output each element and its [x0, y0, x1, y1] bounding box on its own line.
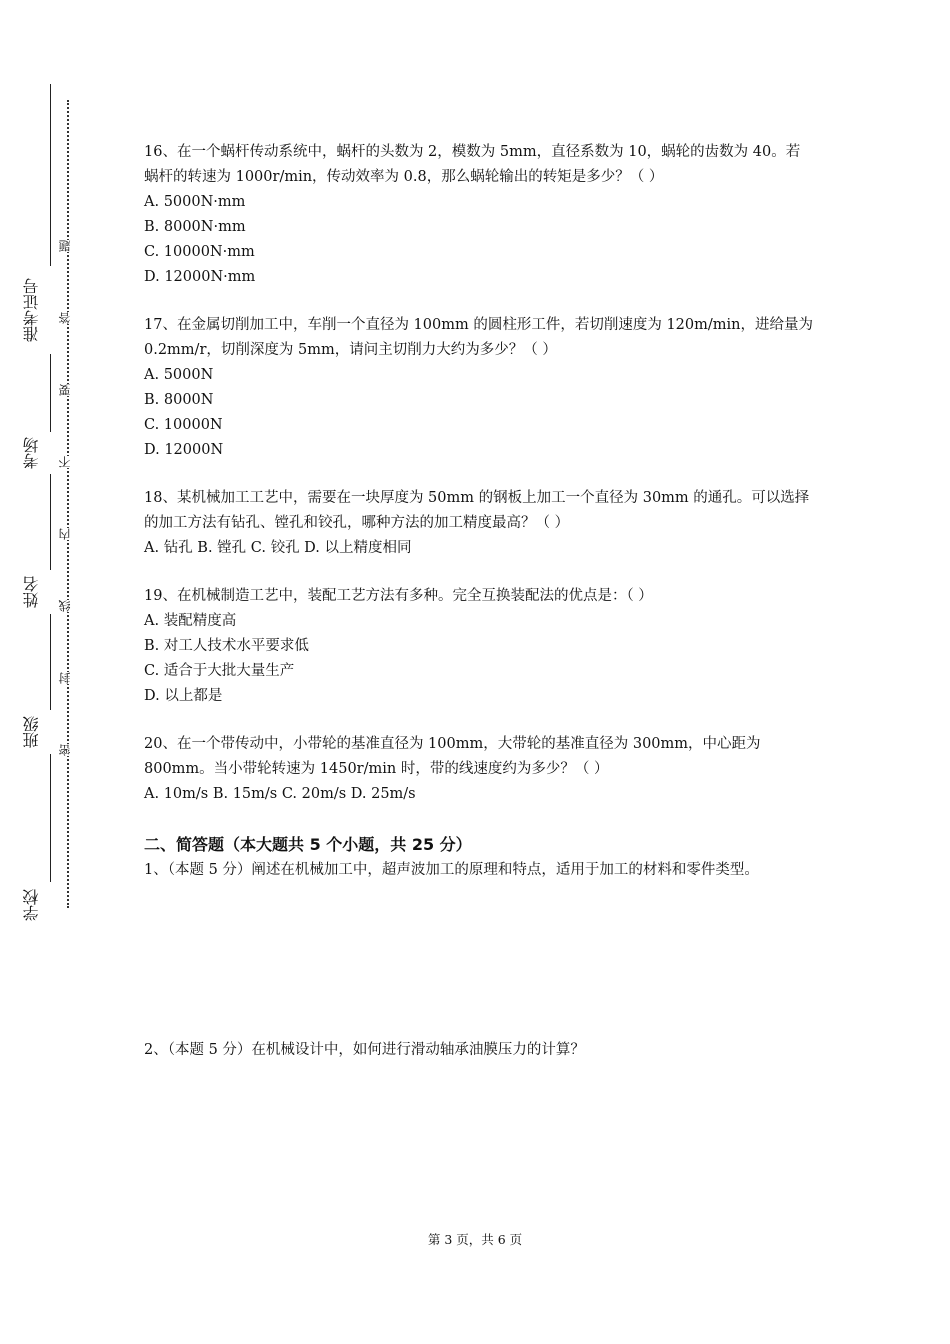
field-name	[14, 474, 50, 614]
short-answer-question-2: 2、（本题 5 分）在机械设计中，如何进行滑动轴承油膜压力的计算？	[144, 1042, 585, 1058]
seal-char: 封	[58, 672, 76, 684]
question-stem: 18、某机械加工工艺中，需要在一块厚度为 50mm 的钢板上加工一个直径为 30mm 的通孔。可以选择的加工方法有钻孔、镗孔和铰孔，哪种方法的加工精度最高？（ ）	[144, 490, 810, 531]
field-label: 学校	[22, 889, 41, 921]
option-d: D. 12000N	[144, 442, 224, 458]
seal-char: 题	[58, 240, 76, 252]
field-exam-room	[14, 354, 50, 474]
option-d: D. 12000N·mm	[144, 269, 256, 285]
option-d: D. 以上都是	[144, 688, 223, 704]
option-c: C. 10000N·mm	[144, 244, 255, 260]
field-line	[50, 474, 51, 570]
options-inline: A. 钻孔 B. 镗孔 C. 铰孔 D. 以上精度相同	[144, 540, 412, 556]
seal-dotted-line	[67, 100, 69, 908]
field-line	[50, 354, 51, 432]
option-b: B. 8000N·mm	[144, 219, 246, 235]
option-a: A. 5000N	[144, 367, 214, 383]
field-school	[14, 754, 50, 934]
option-a: A. 装配精度高	[144, 613, 237, 629]
question-18	[144, 486, 814, 561]
field-line	[50, 754, 51, 882]
question-20	[144, 732, 814, 807]
question-stem: 20、在一个带传动中，小带轮的基准直径为 100mm，大带轮的基准直径为 300mm，中心距为 800mm。当小带轮转速为 1450r/min 时，带的线速度约为多少？（ ）	[144, 736, 761, 777]
option-a: A. 5000N·mm	[144, 194, 246, 210]
seal-char: 答	[58, 312, 76, 324]
field-label: 考场	[22, 437, 41, 469]
question-stem: 16、在一个蜗杆传动系统中，蜗杆的头数为 2，模数为 5mm，直径系数为 10，蜗轮的齿数为 40。若蜗杆的转速为 1000r/min，传动效率为 0.8，那么蜗轮输出的转矩是多少？（ ）	[144, 144, 801, 185]
section-title: 二、简答题（本大题共 5 个小题，共 25 分）	[144, 835, 472, 854]
field-exam-number	[14, 84, 50, 354]
field-class	[14, 614, 50, 754]
field-label: 准考证号	[22, 278, 41, 342]
seal-char: 密	[58, 744, 76, 756]
seal-char: 不	[58, 456, 76, 468]
exam-content	[144, 140, 814, 1063]
field-label: 班级	[22, 716, 41, 748]
option-b: B. 对工人技术水平要求低	[144, 638, 309, 654]
question-stem: 17、在金属切削加工中，车削一个直径为 100mm 的圆柱形工件，若切削速度为 120m/min，进给量为 0.2mm/r，切削深度为 5mm，请问主切削力大约为多少？（ ）	[144, 317, 813, 358]
seal-char: 内	[58, 528, 76, 540]
page-number: 第 3 页，共 6 页	[427, 1232, 523, 1247]
option-c: C. 适合于大批大量生产	[144, 663, 295, 679]
field-label: 姓名	[22, 576, 41, 608]
field-line	[50, 614, 51, 710]
option-c: C. 10000N	[144, 417, 223, 433]
question-16	[144, 140, 814, 290]
seal-char: 要	[58, 384, 76, 396]
short-answer-question-1: 1、（本题 5 分）阐述在机械加工中，超声波加工的原理和特点，适用于加工的材料和零件类型。	[144, 862, 759, 878]
option-b: B. 8000N	[144, 392, 214, 408]
question-19	[144, 584, 814, 709]
seal-char: 线	[58, 600, 76, 612]
field-line	[50, 84, 51, 266]
options-inline: A. 10m/s B. 15m/s C. 20m/s D. 25m/s	[144, 786, 416, 802]
question-stem: 19、在机械制造工艺中，装配工艺方法有多种。完全互换装配法的优点是：（ ）	[144, 588, 653, 604]
question-17	[144, 313, 814, 463]
